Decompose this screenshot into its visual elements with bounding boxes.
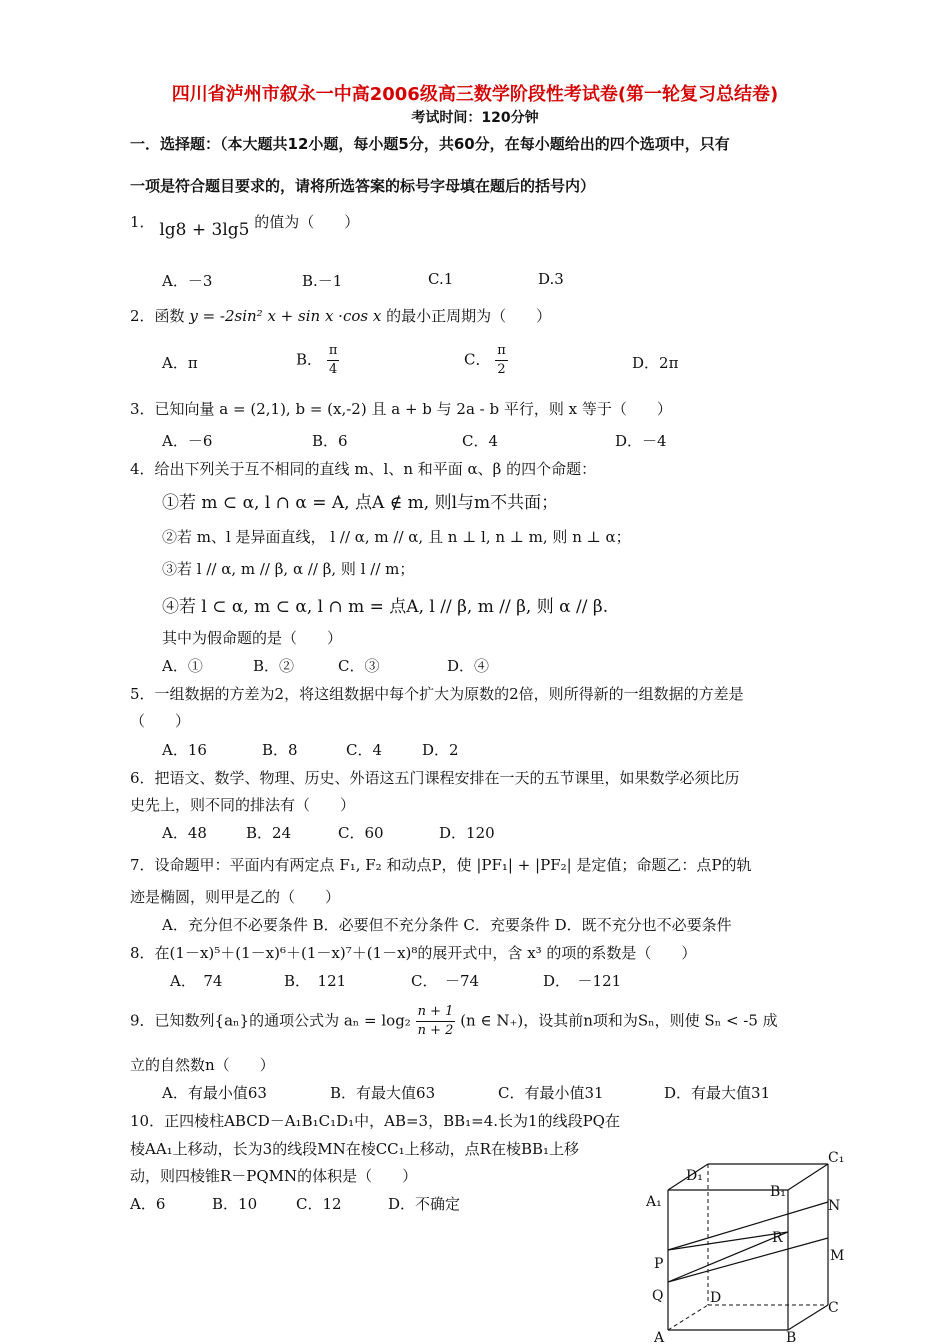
- question-6-option-a: A．48: [162, 824, 207, 842]
- question-5-option-b: B．8: [262, 741, 298, 759]
- question-2: [130, 305, 551, 326]
- question-4-option-d: D．④: [447, 657, 490, 675]
- question-2-option-b: [296, 342, 339, 379]
- question-4-option-b: B．②: [253, 657, 295, 675]
- question-4-option-a: A．①: [162, 657, 203, 675]
- question-6-line-1: 6．把语文、数学、物理、历史、外语这五门课程安排在一天的五节课里，如果数学必须比历: [130, 769, 740, 787]
- question-8-option-b: B． 121: [284, 972, 347, 990]
- label-b1: B₁: [770, 1184, 786, 1200]
- label-c: C: [828, 1300, 839, 1316]
- question-2-expression: y = -2sin² x + sin x ·cos x: [189, 307, 382, 325]
- question-6-option-c: C．60: [338, 824, 384, 842]
- question-9-line-2: 立的自然数n（ ）: [130, 1056, 275, 1074]
- label-b: B: [786, 1330, 797, 1344]
- question-5-option-a: A．16: [162, 741, 207, 759]
- question-1-option-a: A．－3: [162, 272, 213, 290]
- label-c1: C₁: [828, 1150, 845, 1166]
- question-3: 3．已知向量 a = (2,1), b = (x,-2) 且 a + b 与 2a - b 平行，则 x 等于（ ）: [130, 400, 672, 418]
- exam-time: 考试时间：120分钟: [411, 110, 539, 126]
- question-9-text-a: 9．已知数列{aₙ}的通项公式为 aₙ = log₂: [130, 1011, 411, 1030]
- question-1: [130, 211, 360, 240]
- fraction-denominator: n + 2: [417, 1023, 454, 1038]
- question-6-line-2: 史先上，则不同的排法有（ ）: [130, 796, 356, 814]
- question-8: 8．在(1－x)⁵＋(1－x)⁶＋(1－x)⁷＋(1－x)⁸的展开式中，含 x³ 的项的系数是（ ）: [130, 944, 697, 962]
- question-10-line-3: 动，则四棱锥R－PQMN的体积是（ ）: [130, 1167, 418, 1185]
- label-m: M: [830, 1248, 845, 1264]
- label-d1: D₁: [686, 1168, 703, 1184]
- label-p: P: [654, 1256, 664, 1272]
- edge-bc: [788, 1305, 828, 1330]
- question-5-option-c: C．4: [346, 741, 383, 759]
- section-heading-line2: 一项是符合题目要求的，请将所选答案的标号字母填在题后的括号内）: [130, 177, 596, 195]
- question-10-option-a: A．6: [130, 1195, 166, 1213]
- question-2-option-a: A．π: [162, 354, 198, 372]
- question-4-proposition-4: ④若 l ⊂ α, m ⊂ α, l ∩ m = 点A, l // β, m // β, 则 α // β.: [162, 597, 609, 617]
- label-n: N: [828, 1198, 841, 1214]
- question-1-number: 1．: [130, 213, 155, 231]
- question-2-option-c: [464, 342, 508, 379]
- segment-pn: [668, 1202, 828, 1250]
- section-heading-line1: 一．选择题：（本大题共12小题，每小题5分，共60分，在每小题给出的四个选项中，只有: [130, 135, 730, 153]
- question-2-option-b-fraction: [327, 342, 340, 379]
- question-1-expression: lg8 + 3lg5: [159, 220, 250, 240]
- label-r: R: [772, 1230, 783, 1246]
- question-10-line-1: 10．正四棱柱ABCD－A₁B₁C₁D₁中，AB=3，BB₁=4.长为1的线段PQ在: [130, 1112, 620, 1130]
- question-2-option-d: D．2π: [632, 354, 679, 372]
- question-1-option-c: C.1: [428, 270, 454, 288]
- edge-b1-c1: [788, 1164, 828, 1190]
- question-2-text-b: 的最小正周期为（ ）: [386, 307, 552, 325]
- question-10-line-2: 棱AA₁上移动，长为3的线段MN在棱CC₁上移动，点R在棱BB₁上移: [130, 1140, 580, 1158]
- question-1-option-d: D.3: [538, 270, 564, 288]
- question-4-proposition-3: ③若 l // α, m // β, α // β, 则 l // m；: [162, 560, 415, 578]
- question-7-options: A．充分但不必要条件 B．必要但不充分条件 C．充要条件 D．既不充分也不必要条件: [162, 916, 732, 934]
- label-a1: A₁: [646, 1194, 662, 1210]
- question-4-option-c: C．③: [338, 657, 380, 675]
- question-8-option-d: D． －121: [543, 972, 622, 990]
- question-7-line-1: 7．设命题甲：平面内有两定点 F₁, F₂ 和动点P，使 |PF₁| + |PF₂| 是定值；命题乙：点P的轨: [130, 856, 752, 874]
- question-10-option-c: C．12: [296, 1195, 342, 1213]
- question-2-option-b-label: B．: [296, 350, 323, 369]
- question-3-option-b: B．6: [312, 432, 348, 450]
- question-2-option-c-label: C．: [464, 350, 491, 369]
- label-q: Q: [652, 1288, 664, 1304]
- question-4-ask: 其中为假命题的是（ ）: [162, 629, 343, 647]
- question-9-fraction: [416, 1003, 456, 1040]
- question-9-text-b: (n ∈ N₊)，设其前n项和为Sₙ，则使 Sₙ < -5 成: [460, 1011, 778, 1030]
- label-d: D: [710, 1290, 722, 1306]
- question-2-text-a: 2．函数: [130, 307, 185, 325]
- question-10-option-d: D．不确定: [388, 1195, 461, 1213]
- fraction-numerator: n + 1: [416, 1003, 456, 1022]
- question-9-option-a: A．有最小值63: [162, 1084, 267, 1102]
- question-9-option-b: B．有最大值63: [330, 1084, 436, 1102]
- question-5-option-d: D．2: [422, 741, 459, 759]
- question-8-option-c: C． －74: [411, 972, 480, 990]
- segment-qm: [668, 1238, 828, 1282]
- question-4: 4．给出下列关于互不相同的直线 m、l、n 和平面 α、β 的四个命题：: [130, 460, 597, 478]
- segment-pr: [668, 1232, 788, 1250]
- question-3-option-d: D．－4: [615, 432, 667, 450]
- exam-title: 四川省泸州市叙永一中高2006级高三数学阶段性考试卷(第一轮复习总结卷): [171, 84, 779, 105]
- question-9-option-c: C．有最小值31: [498, 1084, 604, 1102]
- question-9: [130, 1003, 778, 1040]
- question-4-proposition-1: ①若 m ⊂ α, l ∩ α = A, 点A ∉ m, 则l与m不共面；: [162, 493, 559, 513]
- question-9-option-d: D．有最大值31: [664, 1084, 771, 1102]
- question-10-option-b: B．10: [212, 1195, 258, 1213]
- fraction-denominator: 2: [497, 362, 506, 377]
- segment-qr: [668, 1232, 788, 1282]
- fraction-numerator: π: [495, 342, 508, 361]
- question-1-option-b: B.－1: [302, 272, 343, 290]
- hidden-edge-ad: [668, 1305, 708, 1330]
- label-a: A: [654, 1330, 665, 1344]
- question-5-line-1: 5．一组数据的方差为2，将这组数据中每个扩大为原数的2倍，则所得新的一组数据的方差是: [130, 685, 744, 703]
- question-5-line-2: （ ）: [130, 712, 191, 730]
- question-1-text: 的值为（ ）: [254, 213, 360, 231]
- question-6-option-d: D．120: [439, 824, 495, 842]
- question-3-option-a: A．－6: [162, 432, 213, 450]
- prism-figure: [630, 1150, 860, 1344]
- question-2-option-c-fraction: [495, 342, 508, 379]
- fraction-denominator: 4: [328, 362, 338, 377]
- question-6-option-b: B．24: [246, 824, 292, 842]
- question-7-line-2: 迹是椭圆，则甲是乙的（ ）: [130, 888, 341, 906]
- question-3-option-c: C．4: [462, 432, 499, 450]
- fraction-numerator: π: [327, 342, 340, 361]
- question-4-proposition-2: ②若 m、l 是异面直线， l // α, m // α, 且 n ⊥ l, n ⊥ m, 则 n ⊥ α；: [162, 528, 631, 546]
- question-8-option-a: A． 74: [170, 972, 223, 990]
